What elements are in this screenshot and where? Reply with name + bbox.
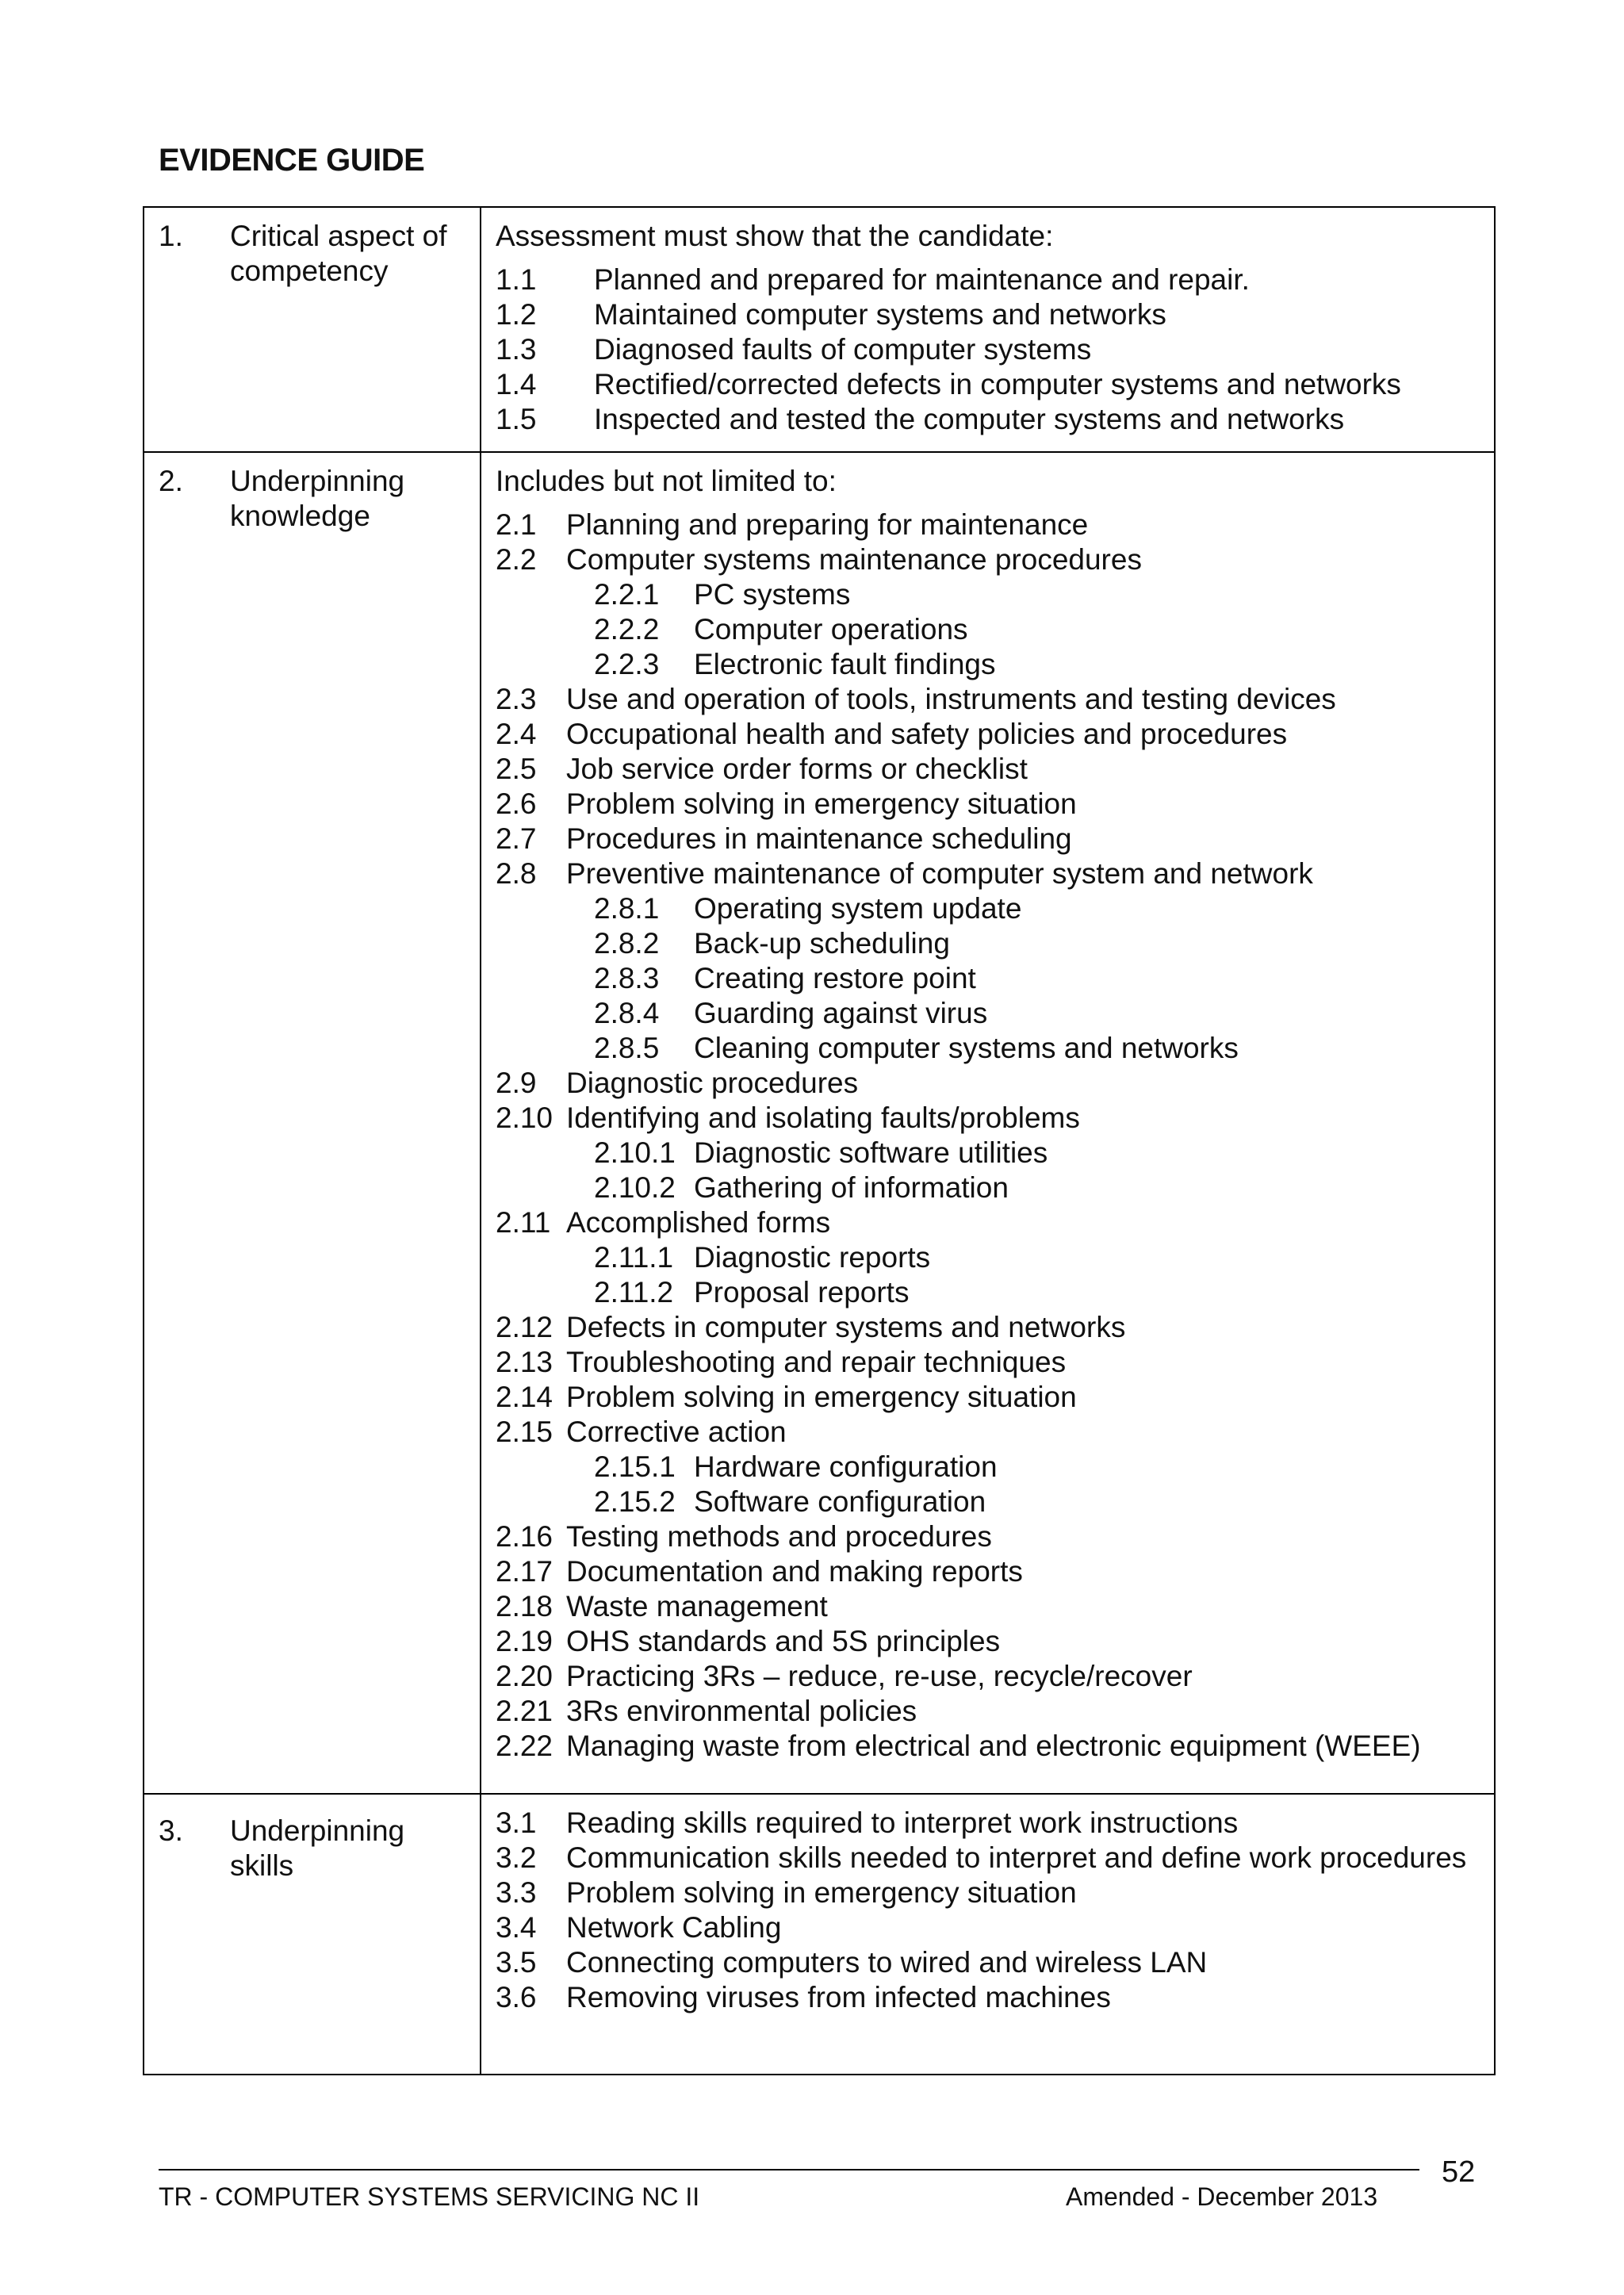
list-item <box>496 1875 1494 1910</box>
section-label: Critical aspect of competency <box>230 220 447 287</box>
item-number: 2.18 <box>496 1590 553 1623</box>
item-number: 2.2.1 <box>594 578 660 611</box>
item-text: Creating restore point <box>694 962 976 994</box>
list-item <box>496 1945 1494 1980</box>
item-text: Gathering of information <box>694 1171 1009 1204</box>
item-text: Occupational health and safety policies and procedures <box>566 718 1288 750</box>
list-item <box>496 717 1494 752</box>
item-number: 1.1 <box>496 263 537 296</box>
item-number: 2.7 <box>496 822 537 855</box>
item-text: PC systems <box>694 578 851 611</box>
item-text: Operating system update <box>694 892 1022 925</box>
item-number: 1.5 <box>496 403 537 435</box>
item-number: 3.1 <box>496 1806 537 1839</box>
list-item <box>496 1589 1494 1624</box>
item-number: 2.11 <box>496 1206 551 1239</box>
item-number: 2.20 <box>496 1660 553 1692</box>
list-item <box>496 1841 1494 1875</box>
footer-document-title: TR - COMPUTER SYSTEMS SERVICING NC II <box>159 2182 700 2211</box>
item-text: Accomplished forms <box>566 1206 831 1239</box>
list-item <box>496 682 1494 717</box>
item-text: Planned and prepared for maintenance and repair. <box>594 263 1250 296</box>
item-text: Diagnosed faults of computer systems <box>594 333 1092 366</box>
sub-list-item <box>496 926 1494 961</box>
list-item <box>496 1101 1494 1136</box>
list-item <box>496 1310 1494 1345</box>
section-content-cell <box>481 207 1495 452</box>
section-label-cell <box>144 207 481 452</box>
footer-divider <box>159 2169 1419 2170</box>
item-number: 2.2.2 <box>594 613 660 646</box>
item-number: 2.1 <box>496 508 537 541</box>
list-item <box>496 1659 1494 1694</box>
item-text: Diagnostic reports <box>694 1241 931 1274</box>
sub-list-item <box>496 647 1494 682</box>
list-item <box>496 542 1494 577</box>
item-number: 2.6 <box>496 787 537 820</box>
sub-list-item <box>496 1136 1494 1170</box>
item-number: 1.4 <box>496 368 537 400</box>
table-row <box>144 1794 1495 2075</box>
section-content-cell <box>481 1794 1495 2075</box>
item-number: 2.8.3 <box>594 962 660 994</box>
sub-list-item <box>496 961 1494 996</box>
item-text: Testing methods and procedures <box>566 1520 992 1553</box>
item-text: Diagnostic procedures <box>566 1067 859 1099</box>
list-item <box>496 262 1494 297</box>
item-number: 3.3 <box>496 1876 537 1909</box>
list-item <box>496 367 1494 402</box>
item-number: 2.17 <box>496 1555 553 1588</box>
item-text: Corrective action <box>566 1416 787 1448</box>
item-text: Software configuration <box>694 1485 986 1518</box>
item-number: 2.2.3 <box>594 648 660 680</box>
item-number: 2.10.2 <box>594 1171 676 1204</box>
list-item <box>496 1980 1494 2015</box>
section-intro: Assessment must show that the candidate: <box>496 220 1054 252</box>
page-number: 52 <box>1442 2155 1476 2189</box>
list-item <box>496 332 1494 367</box>
item-text: Computer systems maintenance procedures <box>566 543 1142 576</box>
sub-list-item <box>496 1275 1494 1310</box>
item-text: OHS standards and 5S principles <box>566 1625 1001 1657</box>
item-number: 3.2 <box>496 1841 537 1874</box>
item-text: Managing waste from electrical and electronic equipment (WEEE) <box>566 1730 1421 1762</box>
section-number: 3. <box>159 1814 183 1847</box>
item-text: Inspected and tested the computer systems and networks <box>594 403 1345 435</box>
item-text: Computer operations <box>694 613 968 646</box>
list-item <box>496 1910 1494 1945</box>
sub-list-item <box>496 1485 1494 1519</box>
sub-list-item <box>496 577 1494 612</box>
item-number: 2.10 <box>496 1102 553 1134</box>
item-text: Problem solving in emergency situation <box>566 1876 1077 1909</box>
sub-list-item <box>496 891 1494 926</box>
item-number: 2.12 <box>496 1311 553 1343</box>
section-number: 2. <box>159 465 183 497</box>
item-number: 2.8.2 <box>594 927 660 960</box>
item-number: 3.4 <box>496 1911 537 1944</box>
section-label-cell <box>144 452 481 1794</box>
item-number: 2.10.1 <box>594 1136 676 1169</box>
item-text: Waste management <box>566 1590 828 1623</box>
item-text: Network Cabling <box>566 1911 782 1944</box>
item-text: 3Rs environmental policies <box>566 1695 917 1727</box>
list-item <box>496 1554 1494 1589</box>
list-item <box>496 1694 1494 1729</box>
item-number: 2.11.1 <box>594 1241 674 1274</box>
item-number: 2.9 <box>496 1067 537 1099</box>
item-text: Defects in computer systems and networks <box>566 1311 1126 1343</box>
list-item <box>496 1380 1494 1415</box>
sub-list-item <box>496 1170 1494 1205</box>
list-item <box>496 822 1494 856</box>
item-number: 2.8.4 <box>594 997 660 1029</box>
evidence-guide-table <box>143 206 1496 2075</box>
section-intro: Includes but not limited to: <box>496 465 837 497</box>
item-number: 2.21 <box>496 1695 553 1727</box>
item-number: 2.19 <box>496 1625 553 1657</box>
item-text: Proposal reports <box>694 1276 910 1308</box>
item-number: 2.8.1 <box>594 892 660 925</box>
item-text: Guarding against virus <box>694 997 988 1029</box>
item-text: Communication skills needed to interpret and define work procedures <box>566 1841 1467 1874</box>
item-number: 2.22 <box>496 1730 553 1762</box>
item-number: 2.11.2 <box>594 1276 674 1308</box>
item-number: 1.2 <box>496 298 537 331</box>
table-row <box>144 207 1495 452</box>
item-number: 2.3 <box>496 683 537 715</box>
item-text: Problem solving in emergency situation <box>566 1381 1077 1413</box>
item-text: Electronic fault findings <box>694 648 996 680</box>
sub-list-item <box>496 996 1494 1031</box>
item-number: 2.8 <box>496 857 537 890</box>
list-item <box>496 1519 1494 1554</box>
list-item <box>496 508 1494 542</box>
list-item <box>496 1415 1494 1450</box>
item-number: 2.15 <box>496 1416 553 1448</box>
item-text: Job service order forms or checklist <box>566 753 1028 785</box>
item-number: 2.15.2 <box>594 1485 676 1518</box>
item-number: 3.6 <box>496 1981 537 2013</box>
item-text: Documentation and making reports <box>566 1555 1023 1588</box>
sub-list-item <box>496 1240 1494 1275</box>
section-label-cell <box>144 1794 481 2075</box>
item-text: Diagnostic software utilities <box>694 1136 1048 1169</box>
item-text: Removing viruses from infected machines <box>566 1981 1111 2013</box>
item-text: Back-up scheduling <box>694 927 950 960</box>
list-item <box>496 1066 1494 1101</box>
footer-amendment-date: Amended - December 2013 <box>1066 2182 1378 2211</box>
section-number: 1. <box>159 220 183 252</box>
item-text: Rectified/corrected defects in computer systems and networks <box>594 368 1401 400</box>
item-text: Cleaning computer systems and networks <box>694 1032 1239 1064</box>
list-item <box>496 297 1494 332</box>
item-number: 2.14 <box>496 1381 553 1413</box>
list-item <box>496 856 1494 891</box>
item-number: 2.5 <box>496 753 537 785</box>
item-list <box>496 262 1494 437</box>
section-label: Underpinning knowledge <box>230 465 405 532</box>
item-number: 2.8.5 <box>594 1032 660 1064</box>
item-text: Connecting computers to wired and wireless LAN <box>566 1946 1208 1979</box>
item-number: 1.3 <box>496 333 537 366</box>
item-text: Hardware configuration <box>694 1450 998 1483</box>
list-item <box>496 1345 1494 1380</box>
list-item <box>496 752 1494 787</box>
item-number: 2.15.1 <box>594 1450 676 1483</box>
item-list <box>496 508 1494 1764</box>
section-label: Underpinning skills <box>230 1814 405 1882</box>
list-item <box>496 1806 1494 1841</box>
item-text: Practicing 3Rs – reduce, re-use, recycle/recover <box>566 1660 1193 1692</box>
item-text: Planning and preparing for maintenance <box>566 508 1089 541</box>
item-list <box>496 1806 1494 2015</box>
page-title: EVIDENCE GUIDE <box>159 143 425 178</box>
item-text: Preventive maintenance of computer system and network <box>566 857 1313 890</box>
item-number: 2.13 <box>496 1346 553 1378</box>
item-text: Troubleshooting and repair techniques <box>566 1346 1067 1378</box>
sub-list-item <box>496 1450 1494 1485</box>
sub-list-item <box>496 1031 1494 1066</box>
item-number: 2.4 <box>496 718 537 750</box>
list-item <box>496 1624 1494 1659</box>
item-number: 2.16 <box>496 1520 553 1553</box>
item-text: Problem solving in emergency situation <box>566 787 1077 820</box>
item-number: 2.2 <box>496 543 537 576</box>
item-text: Identifying and isolating faults/problems <box>566 1102 1080 1134</box>
list-item <box>496 402 1494 437</box>
table-row <box>144 452 1495 1794</box>
item-text: Use and operation of tools, instruments and testing devices <box>566 683 1336 715</box>
item-text: Procedures in maintenance scheduling <box>566 822 1072 855</box>
section-content-cell <box>481 452 1495 1794</box>
item-text: Maintained computer systems and networks <box>594 298 1166 331</box>
list-item <box>496 787 1494 822</box>
item-text: Reading skills required to interpret work instructions <box>566 1806 1239 1839</box>
list-item <box>496 1205 1494 1240</box>
list-item <box>496 1729 1494 1764</box>
item-number: 3.5 <box>496 1946 537 1979</box>
sub-list-item <box>496 612 1494 647</box>
